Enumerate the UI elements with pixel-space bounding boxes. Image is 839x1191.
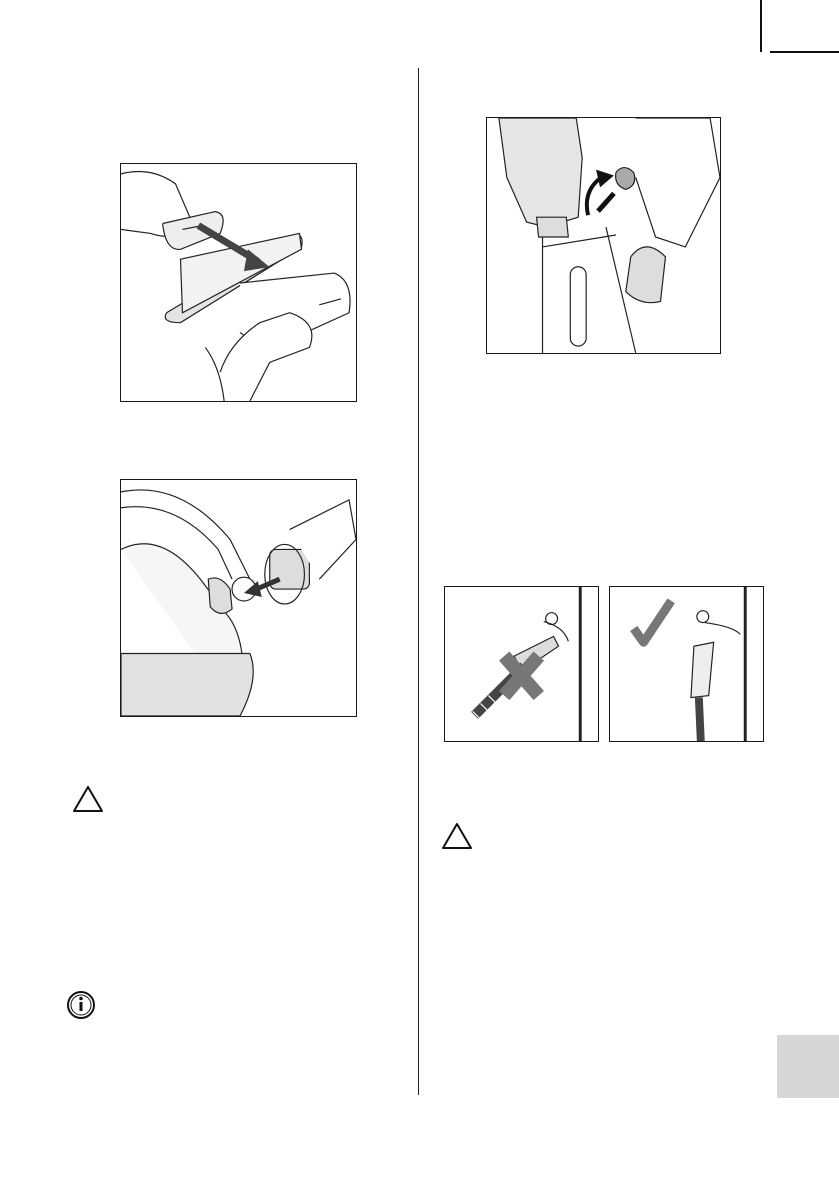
hose-connect-illustration	[121, 480, 356, 716]
column-divider	[418, 68, 419, 1095]
crop-mark-top	[760, 0, 762, 52]
fill-bottle-illustration	[487, 118, 720, 353]
section-tab	[777, 1035, 839, 1098]
figure-hose-connect	[120, 479, 357, 717]
crop-mark-right	[770, 51, 839, 53]
warning-triangle-icon	[71, 784, 105, 814]
hose-wrong-illustration	[445, 587, 598, 741]
figure-squeegee	[120, 163, 357, 402]
warning-triangle-icon	[440, 821, 474, 851]
hose-right-illustration	[610, 587, 763, 741]
figure-hose-right	[609, 586, 764, 742]
squeegee-illustration	[121, 164, 356, 401]
figure-hose-wrong	[444, 586, 599, 742]
figure-fill-bottle	[486, 117, 721, 354]
info-circle-icon	[66, 990, 96, 1020]
